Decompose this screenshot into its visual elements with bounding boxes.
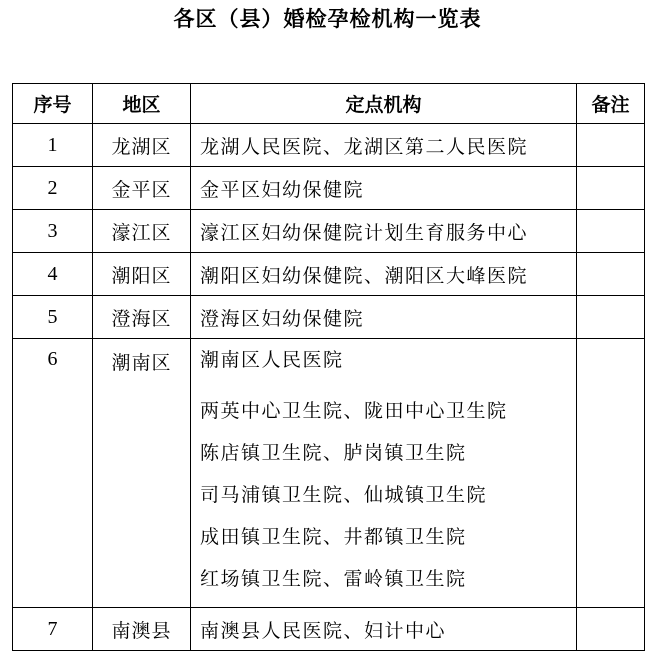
- table-row: [13, 210, 645, 253]
- header-no: 序号: [13, 84, 93, 124]
- row-note: [577, 608, 645, 651]
- institution-line: 红场镇卫生院、雷岭镇卫生院: [200, 568, 467, 590]
- institution-line: 龙湖人民医院、龙湖区第二人民医院: [200, 135, 529, 158]
- row-institutions: [191, 210, 577, 253]
- row-institutions: [191, 339, 577, 608]
- table-header-row: [13, 84, 645, 124]
- row-no: 5: [13, 296, 93, 339]
- institution-line: 两英中心卫生院、陇田中心卫生院: [200, 400, 508, 422]
- row-note: [577, 124, 645, 167]
- row-no: 4: [13, 253, 93, 296]
- row-no: 1: [13, 124, 93, 167]
- table-row: [13, 124, 645, 167]
- institution-line: 潮阳区妇幼保健院、潮阳区大峰医院: [200, 264, 529, 287]
- row-note: [577, 339, 645, 608]
- row-no: 2: [13, 167, 93, 210]
- row-note: [577, 253, 645, 296]
- row-institutions: [191, 296, 577, 339]
- header-note: 备注: [577, 84, 645, 124]
- institution-table: [12, 83, 645, 651]
- row-note: [577, 296, 645, 339]
- institution-line: 潮南区人民医院: [200, 349, 344, 371]
- institution-line: 濠江区妇幼保健院计划生育服务中心: [200, 221, 529, 244]
- table-row: [13, 167, 645, 210]
- row-area: 金平区: [93, 167, 191, 210]
- row-no: 3: [13, 210, 93, 253]
- row-institutions: [191, 167, 577, 210]
- row-area: 龙湖区: [93, 124, 191, 167]
- table-row: [13, 608, 645, 651]
- institution-line: 成田镇卫生院、井都镇卫生院: [200, 526, 467, 548]
- table-row: [13, 339, 645, 608]
- row-institutions: [191, 608, 577, 651]
- table-row: [13, 253, 645, 296]
- row-area: 澄海区: [93, 296, 191, 339]
- institution-line: 陈店镇卫生院、胪岗镇卫生院: [200, 442, 467, 464]
- header-institutions: 定点机构: [191, 84, 577, 124]
- page-title: 各区（县）婚检孕检机构一览表: [173, 7, 482, 31]
- table-row: [13, 296, 645, 339]
- row-area: 南澳县: [93, 608, 191, 651]
- row-no: 7: [13, 608, 93, 651]
- row-note: [577, 167, 645, 210]
- institution-line: 金平区妇幼保健院: [200, 178, 365, 201]
- row-area: 潮南区: [93, 339, 191, 608]
- institution-line: 司马浦镇卫生院、仙城镇卫生院: [200, 484, 488, 506]
- row-institutions: [191, 253, 577, 296]
- row-area: 濠江区: [93, 210, 191, 253]
- institution-line: 澄海区妇幼保健院: [200, 307, 365, 330]
- header-area: 地区: [93, 84, 191, 124]
- institution-line: 南澳县人民医院、妇计中心: [200, 619, 447, 642]
- row-note: [577, 210, 645, 253]
- row-institutions: [191, 124, 577, 167]
- row-area: 潮阳区: [93, 253, 191, 296]
- row-no: 6: [13, 339, 93, 608]
